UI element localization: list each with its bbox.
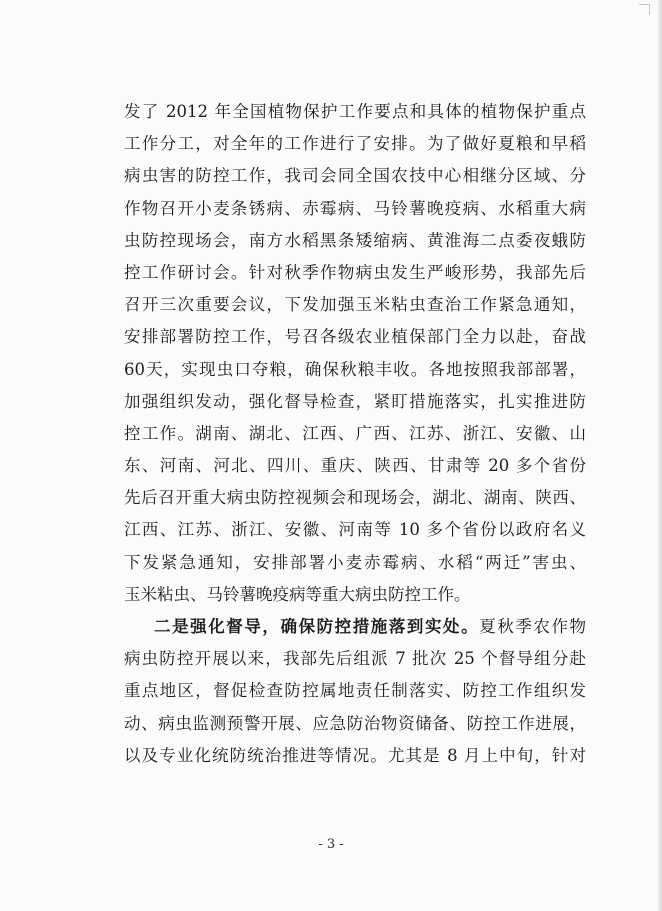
- paragraph-2-heading: 二是强化督导，确保防控措施落到实处。: [154, 617, 480, 636]
- text-line: 动、病虫监测预警开展、应急防治物资储备、防控工作进展，: [124, 713, 586, 733]
- text-line: 60天，实现虫口夺粮，确保秋粮丰收。各地按照我部部署，: [124, 359, 586, 379]
- paragraph-2-first-line: [124, 611, 586, 643]
- text-line: 江西、江苏、浙江、安徽、河南等 10 多个省份以政府名义: [124, 520, 586, 540]
- page-edge-shadow: [658, 0, 662, 911]
- text-line: 控工作。湖南、湖北、江西、广西、江苏、浙江、安徽、山: [124, 423, 586, 443]
- text-line: 控工作研讨会。针对秋季作物病虫发生严峻形势，我部先后: [124, 262, 586, 282]
- text-line: 工作分工，对全年的工作进行了安排。为了做好夏粮和早稻: [124, 134, 586, 154]
- text-line: 发了 2012 年全国植物保护工作要点和具体的植物保护重点: [124, 102, 586, 121]
- page-number: - 3 -: [318, 837, 344, 852]
- text-line: 重点地区，督促检查防控属地责任制落实、防控工作组织发: [124, 681, 586, 701]
- text-line: 作物召开小麦条锈病、赤霉病、马铃薯晚疫病、水稻重大病: [124, 198, 586, 218]
- paragraph-2-first-rest: 夏秋季农作物: [479, 617, 586, 636]
- text-line: 病虫防控开展以来，我部先后组派 7 批次 25 个督导组分赴: [124, 649, 586, 669]
- text-line: 下发紧急通知，安排部署小麦赤霉病、水稻“两迁”害虫、: [124, 552, 586, 572]
- text-line: 以及专业化统防统治推进等情况。尤其是 8 月上中旬，针对: [124, 745, 586, 765]
- text-line: 东、河南、河北、四川、重庆、陕西、甘肃等 20 多个省份: [124, 456, 586, 476]
- text-line: 加强组织发动，强化督导检查，紧盯措施落实，扎实推进防: [124, 391, 586, 411]
- text-line: 病虫害的防控工作，我司会同全国农技中心相继分区域、分: [124, 166, 586, 186]
- text-line: 召开三次重要会议，下发加强玉米粘虫查治工作紧急通知，: [124, 295, 586, 315]
- text-line: 虫防控现场会，南方水稻黑条矮缩病、黄淮海二点委夜蛾防: [124, 230, 586, 250]
- corner-mark: [639, 4, 650, 15]
- text-line-paragraph-end: 玉米粘虫、马铃薯晚疫病等重大病虫防控工作。: [124, 584, 471, 604]
- text-line: 先后召开重大病虫防控视频会和现场会，湖北、湖南、陕西、: [124, 488, 586, 508]
- document-body: [124, 96, 586, 772]
- text-line: 安排部署防控工作，号召各级农业植保部门全力以赴，奋战: [124, 327, 586, 347]
